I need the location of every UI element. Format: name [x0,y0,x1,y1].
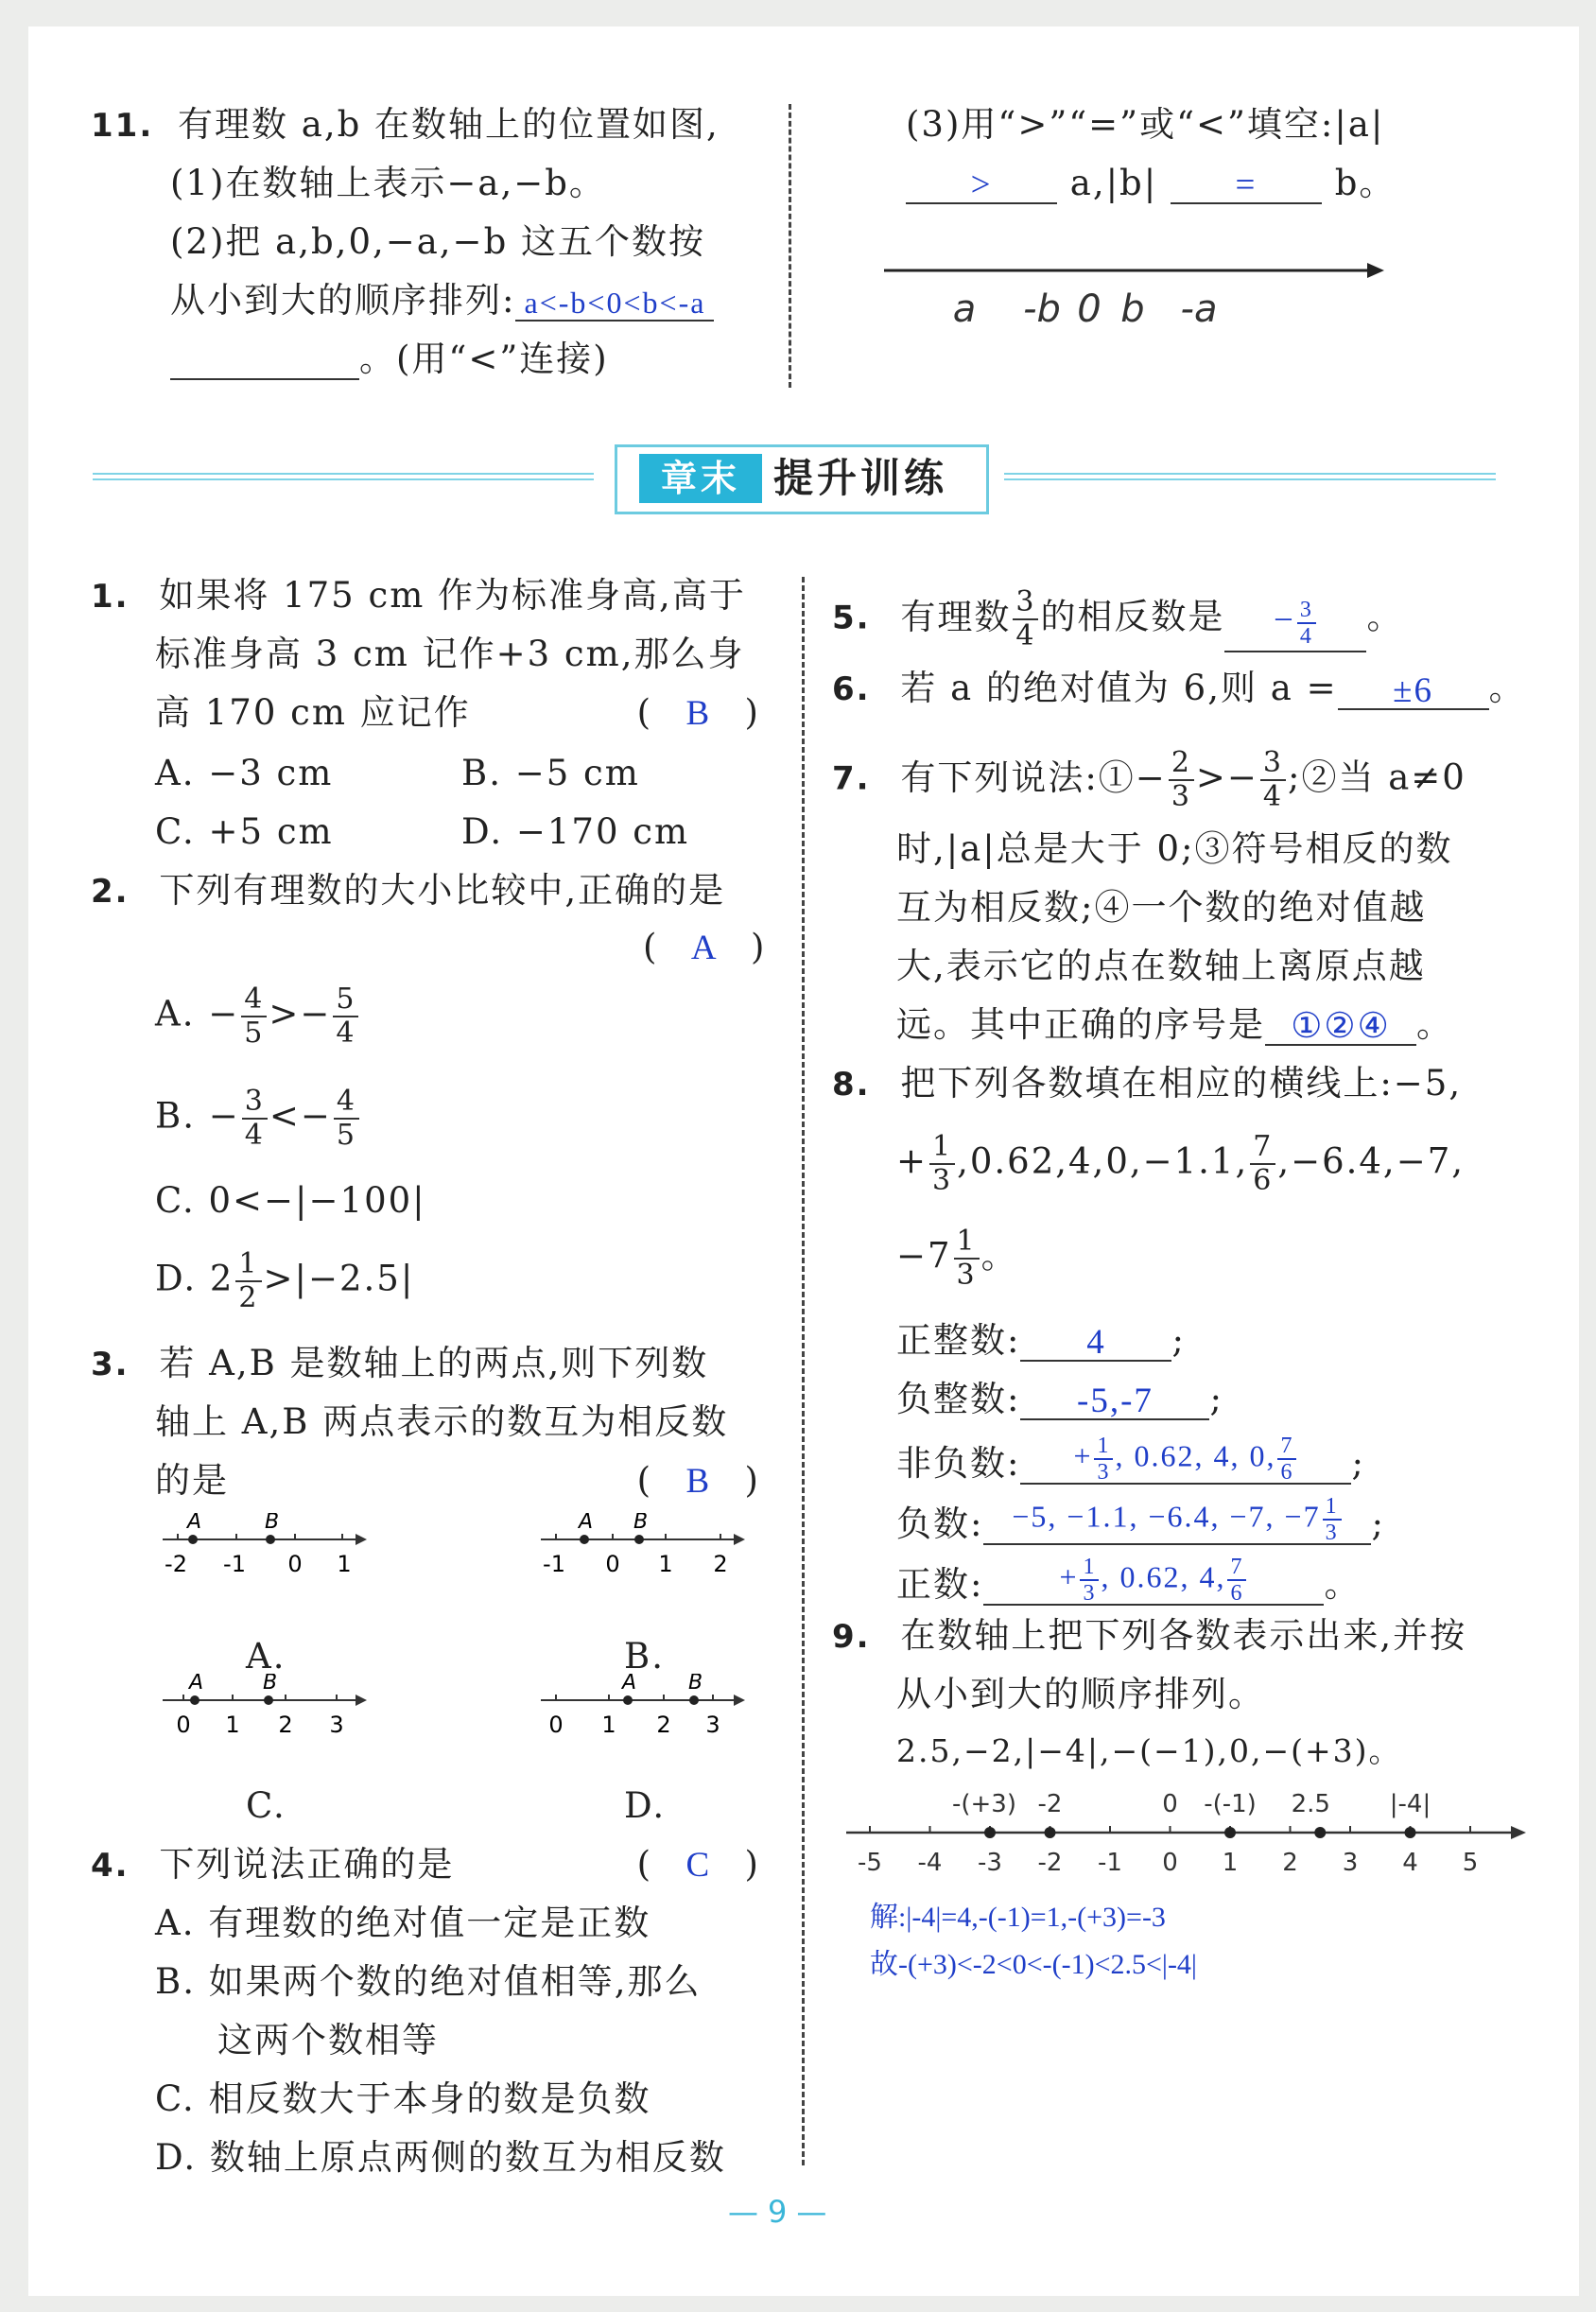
q8-nonneg-row [896,1434,1365,1485]
q4-number: 4. [91,1847,130,1885]
q3A-label-A: A [187,1513,202,1534]
q11-label-neg-a: -a [1180,287,1218,331]
q11-part2b-text: 从小到大的顺序排列: [170,280,516,321]
q9-line1 [832,1615,1466,1658]
q8-neg-row [896,1494,1385,1545]
q3-axis-A [159,1513,376,1589]
q8-pos-a: + [1059,1559,1079,1594]
q2-answer: A [690,929,719,967]
q3A-tick-2: 0 [287,1551,303,1577]
q1-answer: B [685,694,712,733]
q7-l1a: 有下列说法:①− [900,756,1167,798]
q8-l3b: 。 [980,1235,1018,1277]
q3-line3 [155,1460,760,1502]
q9-point [1405,1827,1416,1838]
q8-line1 [832,1063,1462,1105]
q1-text3: 高 170 cm 应记作 [155,692,471,733]
q9-text1: 在数轴上把下列各数表示出来,并按 [900,1615,1467,1656]
q8-line3 [896,1226,1018,1292]
q8-pos-d2: 6 [1230,1581,1244,1606]
q3C-point-A [190,1695,200,1705]
q8-nonneg-d2: 6 [1280,1460,1294,1485]
q8-n2: 7 [1250,1131,1275,1165]
q3-axis-D [537,1674,755,1749]
q2-optB-frac1 [242,1086,268,1152]
q11-number: 11. [91,107,154,145]
q3B-point-B [634,1535,644,1544]
q9-point-label: 0 [1162,1790,1178,1818]
q3D-tick-1: 1 [601,1712,616,1738]
q1-optC: C. +5 cm [155,811,334,852]
q1-line2: 标准身高 3 cm 记作+3 cm,那么身 [155,634,745,674]
q9-tick-label: 5 [1462,1849,1479,1877]
q8-pos-int-row [896,1320,1186,1362]
q8-sep1: ; [1171,1320,1186,1361]
q3-answer: B [685,1462,712,1501]
q8-nonneg-frac2 [1277,1434,1296,1485]
q8-text1: 把下列各数填在相应的横线上:−5, [900,1063,1463,1104]
q9-arrow [1511,1826,1526,1839]
q5-number: 5. [832,599,871,637]
q6-line [832,668,1526,710]
q5-ans-n: 3 [1297,598,1316,624]
q8-frac2 [1250,1131,1275,1197]
q4-answer: C [685,1846,712,1885]
q3A-tick-1: -1 [223,1551,246,1577]
q5-ans-frac [1297,598,1316,649]
q1-optA: A. −3 cm [155,753,334,793]
q3B-label-B: B [633,1513,649,1534]
q5-end: 。 [1366,596,1404,637]
header-rule-right [1004,473,1496,480]
q2-optA-frac2 [333,983,358,1050]
q5-line [832,586,1403,652]
q8-nonneg-n2: 7 [1277,1434,1296,1460]
q3D-point-B [689,1695,699,1705]
q11-label-b: b [1120,287,1145,331]
q9-tick-label: -2 [1037,1849,1063,1877]
column-divider-main [802,577,805,2165]
q2-optD-whole: 2 [209,1258,234,1299]
q3-line1 [91,1343,708,1385]
q3-axis-C [159,1674,376,1749]
q2-optA-d1: 5 [244,1017,265,1050]
q8-l2b: ,0.62,4,0,−1.1, [957,1140,1249,1182]
q8-neg-int-row [896,1379,1223,1420]
q3A-tick-0: -2 [165,1551,187,1577]
q9-tick-label: -5 [858,1849,882,1877]
q1-line1 [91,575,746,617]
q2-optD-frac [235,1248,261,1314]
q3C-label-B: B [263,1674,278,1695]
q8-end: 。 [1324,1564,1362,1605]
column-divider-top [789,104,791,388]
q8-sep3: ; [1351,1443,1365,1484]
q4-line1 [91,1844,760,1886]
q4-optC: C. 相反数大于本身的数是负数 [155,2078,651,2119]
q11-line1 [91,104,720,147]
q6-number: 6. [832,670,871,708]
q5-post: 的相反数是 [1040,596,1225,637]
q2-optD-label: D. [155,1258,198,1299]
q11-part3-answer1: > [906,165,1057,204]
q9-solution-line2: 故-(+3)<-2<0<-(-1)<2.5<|-4| [870,1949,1197,1980]
q11-axis-arrow [1367,263,1384,278]
q7-frac2 [1260,747,1286,813]
q3A-point-B [266,1535,275,1544]
q3-number: 3. [91,1346,130,1383]
q9-tick-label: 4 [1402,1849,1418,1877]
q3C-point-B [264,1695,273,1705]
q7-end: 。 [1416,1004,1453,1045]
q2-optD-d: 2 [238,1281,259,1314]
q8-pos-frac1 [1080,1555,1099,1606]
q7-d2: 4 [1262,780,1284,813]
q5-pre: 有理数 [900,596,1012,637]
q7-line1 [832,747,1466,813]
q2-optD-n: 1 [235,1248,261,1282]
q9-tick-label: -3 [978,1849,1002,1877]
q8-pos-d1: 3 [1083,1581,1097,1606]
q8-pos-n1: 1 [1080,1555,1099,1581]
q8-line2 [896,1131,1465,1197]
q8-nonneg-b: , 0.62, 4, 0, [1115,1438,1276,1473]
q8-pos-row [896,1555,1361,1606]
q9-tick-label: 0 [1162,1849,1178,1877]
q7-line2: 时,|a|总是大于 0;③符号相反的数 [896,828,1453,869]
section-title: 提升训练 [773,455,948,501]
q3D-arrow [734,1695,745,1706]
q7-line3: 互为相反数;④一个数的绝对值越 [896,887,1427,928]
q11-part3: (3)用“>”“=”或“<”填空:|a| [906,104,1385,145]
q11-part2b [170,280,714,322]
q5-frac [1013,586,1038,652]
q2-optC: C. 0<−|−100| [155,1180,426,1221]
q4-answer-paren: ( C ) [636,1844,760,1885]
q3D-label-A: A [622,1674,637,1695]
q8-pos-n2: 7 [1227,1555,1246,1581]
q11-order-blank-cont [170,340,359,380]
q3A-label-B: B [265,1513,280,1534]
q3C-tick-1: 1 [225,1712,240,1738]
q8-number: 8. [832,1066,871,1104]
q3-line2: 轴上 A,B 两点表示的数互为相反数 [155,1401,729,1442]
q8-pos-label: 正数: [896,1564,984,1605]
q5-n: 3 [1013,586,1038,620]
q2-answer-paren: ( A ) [643,927,767,967]
q2-optD [155,1248,414,1314]
q7-frac1 [1169,747,1194,813]
q8-pos-int-answer: 4 [1020,1322,1171,1362]
q3B-arrow [734,1534,745,1545]
q3A-tick-3: 1 [337,1551,352,1577]
q7-d1: 3 [1171,780,1191,813]
q11-part2c-text: 。(用“<”连接) [359,339,609,379]
q1-line3 [155,692,760,734]
q8-neg-answer [983,1494,1371,1545]
q9-point [984,1827,996,1838]
q8-l2c: ,−6.4,−7, [1277,1140,1465,1182]
q2-optB-n1: 3 [242,1086,268,1120]
q9-number: 9. [832,1618,871,1656]
q8-sep2: ; [1209,1379,1223,1419]
q7-line4: 大,表示它的点在数轴上离原点越 [896,946,1426,986]
q3D-tick-2: 2 [656,1712,671,1738]
q8-d2: 6 [1253,1164,1274,1197]
q3-optC-label: C. [246,1785,286,1826]
q7-l1c: ;②当 a≠0 [1288,756,1466,798]
q2-optB-d1: 4 [244,1119,265,1152]
q8-sep4: ; [1371,1504,1385,1544]
header-rule-left [93,473,594,480]
q8-pos-b: , 0.62, 4, [1101,1559,1226,1594]
q3-answer-paren: ( B ) [636,1460,760,1501]
q3C-tick-0: 0 [176,1712,191,1738]
q2-optB-frac2 [334,1086,359,1152]
q9-line2: 从小到大的顺序排列。 [896,1674,1265,1714]
q7-line5 [896,1004,1453,1046]
q8-neg-a: −5, −1.1, −6.4, −7, −7 [1012,1499,1321,1534]
q8-d1: 3 [932,1164,953,1197]
q3-optD-label: D. [624,1785,667,1826]
q9-tick-label: 3 [1342,1849,1359,1877]
q8-pos-frac2 [1227,1555,1246,1606]
page-number: —9— [728,2194,837,2230]
q6-text: 若 a 的绝对值为 6,则 a = [900,668,1338,708]
q9-point [1224,1827,1236,1838]
q2-optA-d2: 4 [336,1017,356,1050]
q9-point-label: |-4| [1389,1790,1431,1818]
q9-tick-label: 1 [1222,1849,1239,1877]
q3-text3: 的是 [155,1460,229,1501]
q8-pos-answer [983,1555,1324,1606]
q3C-tick-2: 2 [278,1712,293,1738]
q1-text1: 如果将 175 cm 作为标准身高,高于 [159,575,746,616]
q1-answer-paren: ( B ) [636,692,760,733]
q3A-arrow [356,1534,367,1545]
q1-optB: B. −5 cm [461,753,640,793]
section-tag: 章末 [639,454,762,503]
q3D-tick-0: 0 [548,1712,564,1738]
q8-nonneg-answer [1020,1434,1351,1485]
q3-axis-B [537,1513,755,1589]
q9-tick-label: -1 [1098,1849,1122,1877]
q2-optB-d2: 5 [336,1119,356,1152]
q4-stem: 下列说法正确的是 [159,1844,455,1885]
q2-optB-n2: 4 [334,1086,359,1120]
q11-order-answer: a<-b<0<b<-a [515,282,714,322]
q3-text1: 若 A,B 是数轴上的两点,则下列数 [159,1343,709,1383]
q9-point [1314,1827,1326,1838]
q11-label-neg-b: -b [1023,287,1061,331]
q8-l3a: −7 [896,1235,952,1277]
q9-point-label: 2.5 [1291,1790,1330,1818]
q4-optD: D. 数轴上原点两侧的数互为相反数 [155,2137,726,2178]
q9-point-label: -(+3) [952,1790,1016,1818]
q3C-tick-3: 3 [329,1712,344,1738]
q6-answer: ±6 [1338,670,1489,710]
q3B-tick-3: 2 [713,1551,728,1577]
q3D-tick-3: 3 [705,1712,720,1738]
q6-end: 。 [1488,668,1526,708]
q9-line3: 2.5,−2,|−4|,−(−1),0,−(+3)。 [896,1732,1402,1769]
q3A-point-A [188,1535,198,1544]
q2-optA-n2: 5 [333,983,358,1017]
q9-point [1045,1827,1056,1838]
page-number-value: 9 [768,2194,797,2230]
q11-part1: (1)在数轴上表示−a,−b。 [170,163,606,203]
q8-pos-int-label: 正整数: [896,1320,1021,1361]
q1-optD: D. −170 cm [461,811,690,852]
q11-part2a: (2)把 a,b,0,−a,−b 这五个数按 [170,221,706,262]
q5-ans-d: 4 [1299,624,1313,649]
q1-number: 1. [91,578,130,616]
q7-n2: 3 [1260,747,1286,781]
q11-stem: 有理数 a,b 在数轴上的位置如图, [178,104,720,145]
q3-optA-label: A. [246,1636,286,1677]
q9-tick-label: 2 [1282,1849,1298,1877]
q3-optB-label: B. [624,1636,665,1677]
q9-tick-label: -4 [917,1849,943,1877]
q5-d: 4 [1015,619,1036,652]
q7-number: 7. [832,759,871,798]
q8-nonneg-d1: 3 [1097,1460,1111,1485]
q7-n1: 2 [1169,747,1194,781]
q4-optB1: B. 如果两个数的绝对值相等,那么 [155,1961,702,2002]
q8-nonneg-label: 非负数: [896,1443,1021,1484]
q9-point-label: -2 [1037,1790,1063,1818]
q11-part3-end: b。 [1334,163,1396,203]
q8-frac1 [929,1131,955,1197]
q5-answer [1224,598,1366,652]
q2-optD-rest: >|−2.5| [263,1258,415,1299]
q8-neg-int-label: 负整数: [896,1379,1021,1419]
q3B-tick-1: 0 [605,1551,620,1577]
q2-optA-frac1 [241,983,267,1050]
q2-optA: A. − $\frac{4}{5}$ >− $\frac{5}{4}$ [155,983,360,1050]
q8-nonneg-a: + [1073,1438,1093,1473]
q3B-tick-0: -1 [543,1551,565,1577]
q11-label-a: a [952,287,977,331]
q8-d3: 3 [956,1259,977,1292]
q8-nonneg-n1: 1 [1094,1434,1113,1460]
q11-part3-answer2: = [1171,165,1322,204]
q8-neg-label: 负数: [896,1504,984,1544]
q11-label-zero: 0 [1077,287,1102,331]
q3B-tick-2: 1 [658,1551,673,1577]
q11-part3-blanks [906,163,1396,204]
q3C-arrow [356,1695,367,1706]
q9-solution-line1: 解:|-4|=4,-(-1)=1,-(+3)=-3 [870,1902,1166,1933]
q8-neg-n: 1 [1323,1494,1342,1521]
q8-neg-d: 3 [1325,1521,1339,1545]
q8-nonneg-frac1 [1094,1434,1113,1485]
q8-n3: 1 [954,1226,980,1260]
q3D-point-A [623,1695,633,1705]
q8-n1: 1 [929,1131,955,1165]
q3C-label-A: A [189,1674,204,1695]
q8-frac3 [954,1226,980,1292]
q3B-point-A [580,1535,589,1544]
q9-point-label: -(-1) [1204,1790,1257,1818]
q2-optB: B. − $\frac{3}{4}$ <− $\frac{4}{5}$ [155,1086,361,1152]
q11-part3-mid: a,|b| [1069,163,1158,203]
q2-optB-label: B. [155,1095,196,1137]
q4-optB2: 这两个数相等 [217,2020,439,2060]
q2-stem: 下列有理数的大小比较中,正确的是 [159,870,726,911]
q8-neg-int-answer: -5,-7 [1020,1381,1209,1420]
q11-number-line [879,246,1409,350]
q4-optA: A. 有理数的绝对值一定是正数 [155,1903,651,1943]
q11-part2c [170,339,609,380]
q3B-label-A: A [579,1513,594,1534]
q7-answer: ①②④ [1265,1006,1416,1046]
q2-optA-n1: 4 [241,983,267,1017]
q7-l1b: >− [1195,756,1258,798]
q2-optA-label: A. [155,993,196,1034]
q8-l2a: + [896,1140,928,1182]
q5-ans-sign: − [1274,600,1295,640]
q2-line1 [91,870,725,913]
q3D-label-B: B [688,1674,703,1695]
q7-text5: 远。其中正确的序号是 [896,1004,1265,1045]
q8-neg-frac [1323,1494,1342,1545]
q2-number: 2. [91,873,130,911]
q9-number-line [841,1778,1532,1891]
